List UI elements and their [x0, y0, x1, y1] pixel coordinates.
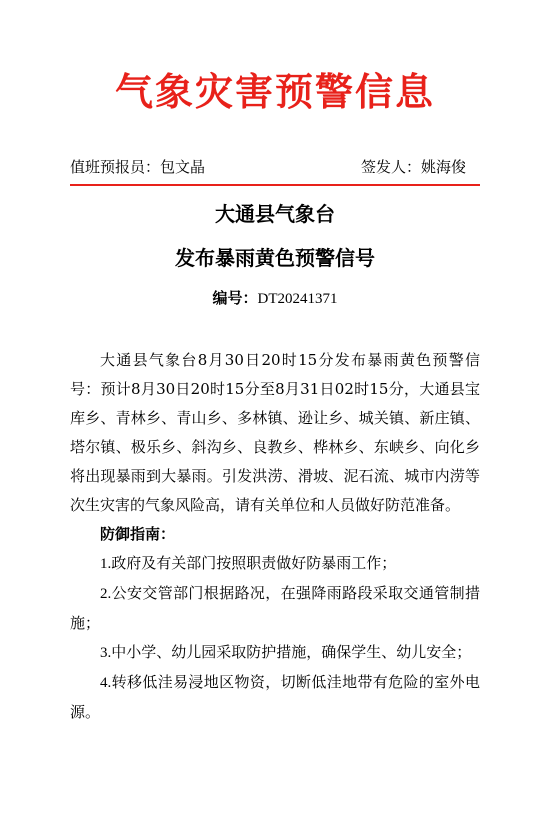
guidance-item-3	[70, 638, 480, 668]
serial-number-line	[0, 287, 550, 310]
guidance-item-number: 1.	[100, 556, 112, 572]
signer-name: 姚海俊	[420, 158, 466, 176]
guidance-item-text: 公安交管部门根据路况，在强降雨路段采取交通管制措施；	[70, 584, 480, 632]
duty-info-row	[70, 155, 480, 179]
serial-value: DT20241371	[257, 291, 338, 307]
document-header-title: 气象灾害预警信息	[114, 69, 435, 114]
header-divider	[70, 184, 480, 186]
forecaster-name: 包文晶	[160, 158, 206, 176]
signal-title: 发布暴雨黄色预警信号	[175, 246, 375, 270]
forecaster-info	[70, 155, 205, 179]
guidance-item-number: 4.	[100, 675, 112, 691]
issuing-office: 大通县气象台	[215, 202, 335, 226]
guidance-item-2	[70, 579, 480, 638]
document-body	[70, 346, 480, 727]
guidance-item-number: 2.	[100, 586, 112, 602]
guidance-heading: 防御指南：	[100, 525, 176, 543]
signer-label: 签发人：	[360, 158, 421, 176]
guidance-item-text: 中小学、幼儿园采取防护措施，确保学生、幼儿安全；	[111, 643, 472, 661]
guidance-item-text: 政府及有关部门按照职责做好防暴雨工作；	[111, 554, 397, 572]
warning-paragraph: 大通县气象台8月30日20时15分发布暴雨黄色预警信号：预计8月30日20时15分至8月31日02时15分，大通县宝库乡、青林乡、青山乡、多林镇、逊让乡、城关镇、新庄镇、塔尔镇、极乐乡、斜沟乡、良教乡、桦林乡、东峡乡、向化乡将出现暴雨到大暴雨。引发洪涝、滑坡、泥石流、城市内涝等次生灾害的气象风险高，请有关单位和人员做好防范准备。	[70, 351, 480, 514]
forecaster-label: 值班预报员：	[70, 158, 161, 176]
serial-label: 编号：	[212, 289, 258, 307]
signer-info	[361, 155, 466, 179]
guidance-item-4	[70, 668, 480, 727]
guidance-item-number: 3.	[100, 645, 112, 661]
guidance-item-1	[70, 549, 480, 579]
guidance-item-text: 转移低洼易浸地区物资，切断低洼地带有危险的室外电源。	[70, 673, 480, 721]
